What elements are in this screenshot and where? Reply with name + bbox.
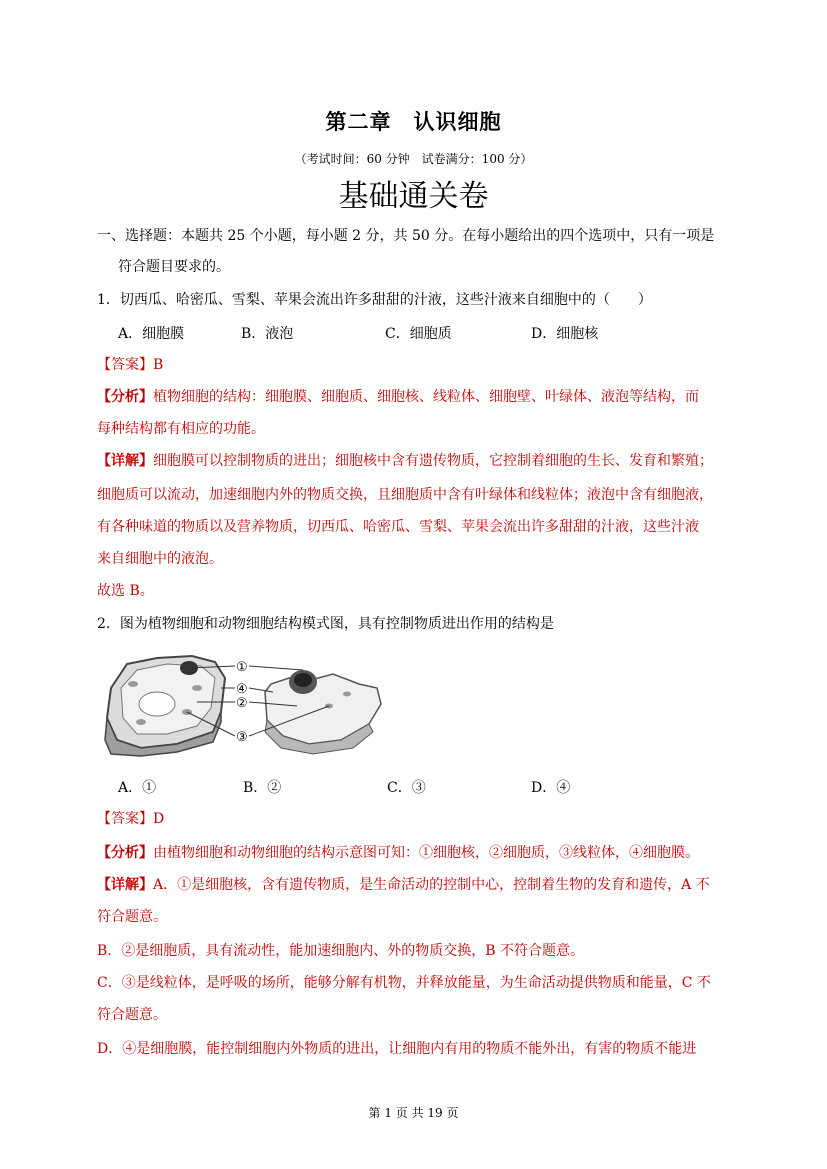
figure-label-1: ① xyxy=(236,660,248,675)
question-1-option-b: B．液泡 xyxy=(241,326,294,342)
question-1-stem: 1．切西瓜、哈密瓜、雪梨、苹果会流出许多甜甜的汁液，这些汁液来自细胞中的（ ） xyxy=(97,292,652,308)
detail-text: 细胞膜可以控制物质的进出；细胞核中含有遗传物质，它控制着细胞的生长、发育和繁殖； xyxy=(153,453,713,469)
analysis-text: 植物细胞的结构：细胞膜、细胞质、细胞核、线粒体、细胞壁、叶绿体、液泡等结构，而 xyxy=(153,389,699,405)
cell-diagram xyxy=(97,648,397,758)
section-instructions-line2: 符合题目要求的。 xyxy=(118,259,230,275)
question-2-detail-a-line2: 符合题意。 xyxy=(97,909,167,925)
analysis-tag: 【分析】 xyxy=(97,845,153,861)
question-1-analysis-line1 xyxy=(97,387,737,407)
question-1-detail-line1 xyxy=(97,451,737,471)
cell-structure-figure xyxy=(97,648,397,758)
figure-label-4: ④ xyxy=(236,682,248,697)
question-2-option-a: A．① xyxy=(118,780,157,796)
chapter-title: 第二章 认识细胞 xyxy=(325,109,502,134)
animal-cell xyxy=(265,670,381,754)
question-2-analysis xyxy=(97,843,737,863)
figure-label-2: ② xyxy=(236,696,248,711)
question-1-conclusion: 故选 B。 xyxy=(97,583,154,599)
section-instructions-line1: 一、选择题：本题共 25 个小题，每小题 2 分，共 50 分。在每小题给出的四个选项中，只有一项是 xyxy=(97,228,715,244)
figure-label-3: ③ xyxy=(236,730,248,745)
question-2-option-d: D．④ xyxy=(531,780,571,796)
detail-text: A．①是细胞核，含有遗传物质，是生命活动的控制中心，控制着生物的发育和遗传，A 不 xyxy=(153,877,710,893)
question-2-option-c: C．③ xyxy=(387,780,426,796)
question-2-answer: 【答案】D xyxy=(97,811,165,827)
question-2-detail-b: B．②是细胞质，具有流动性，能加速细胞内、外的物质交换，B 不符合题意。 xyxy=(97,943,585,959)
question-1-answer: 【答案】B xyxy=(97,357,164,373)
question-1-option-a: A．细胞膜 xyxy=(118,326,185,342)
page-footer: 第 1 页 共 19 页 xyxy=(368,1106,459,1120)
question-1-detail-line2: 细胞质可以流动，加速细胞内外的物质交换，且细胞质中含有叶绿体和线粒体；液泡中含有细胞液， xyxy=(97,487,713,503)
question-1-option-c: C．细胞质 xyxy=(385,326,452,342)
question-2-detail-c-line2: 符合题意。 xyxy=(97,1007,167,1023)
question-2-stem: 2．图为植物细胞和动物细胞结构模式图，具有控制物质进出作用的结构是 xyxy=(97,616,554,632)
figure-labels xyxy=(236,660,248,745)
question-2-detail-a-line1 xyxy=(97,875,737,895)
detail-tag: 【详解】 xyxy=(97,453,153,469)
question-1-analysis-line2: 每种结构都有相应的功能。 xyxy=(97,421,265,437)
question-1-detail-line3: 有各种味道的物质以及营养物质，切西瓜、哈密瓜、雪梨、苹果会流出许多甜甜的汁液，这些汁液 xyxy=(97,519,699,535)
question-2-option-b: B．② xyxy=(243,780,282,796)
plant-cell xyxy=(105,656,225,756)
exam-info: （考试时间：60 分钟 试卷满分：100 分） xyxy=(294,152,533,166)
paper-title: 基础通关卷 xyxy=(338,179,489,214)
detail-tag: 【详解】 xyxy=(97,877,153,893)
question-2-detail-d-line1: D．④是细胞膜，能控制细胞内外物质的进出，让细胞内有用的物质不能外出，有害的物质不能进 xyxy=(97,1041,697,1057)
analysis-text: 由植物细胞和动物细胞的结构示意图可知：①细胞核，②细胞质，③线粒体，④细胞膜。 xyxy=(153,845,699,861)
question-1-detail-line4: 来自细胞中的液泡。 xyxy=(97,551,223,567)
question-1-option-d: D．细胞核 xyxy=(531,326,599,342)
question-2-detail-c-line1: C．③是线粒体，是呼吸的场所，能够分解有机物，并释放能量，为生命活动提供物质和能量，C 不 xyxy=(97,975,711,991)
analysis-tag: 【分析】 xyxy=(97,389,153,405)
